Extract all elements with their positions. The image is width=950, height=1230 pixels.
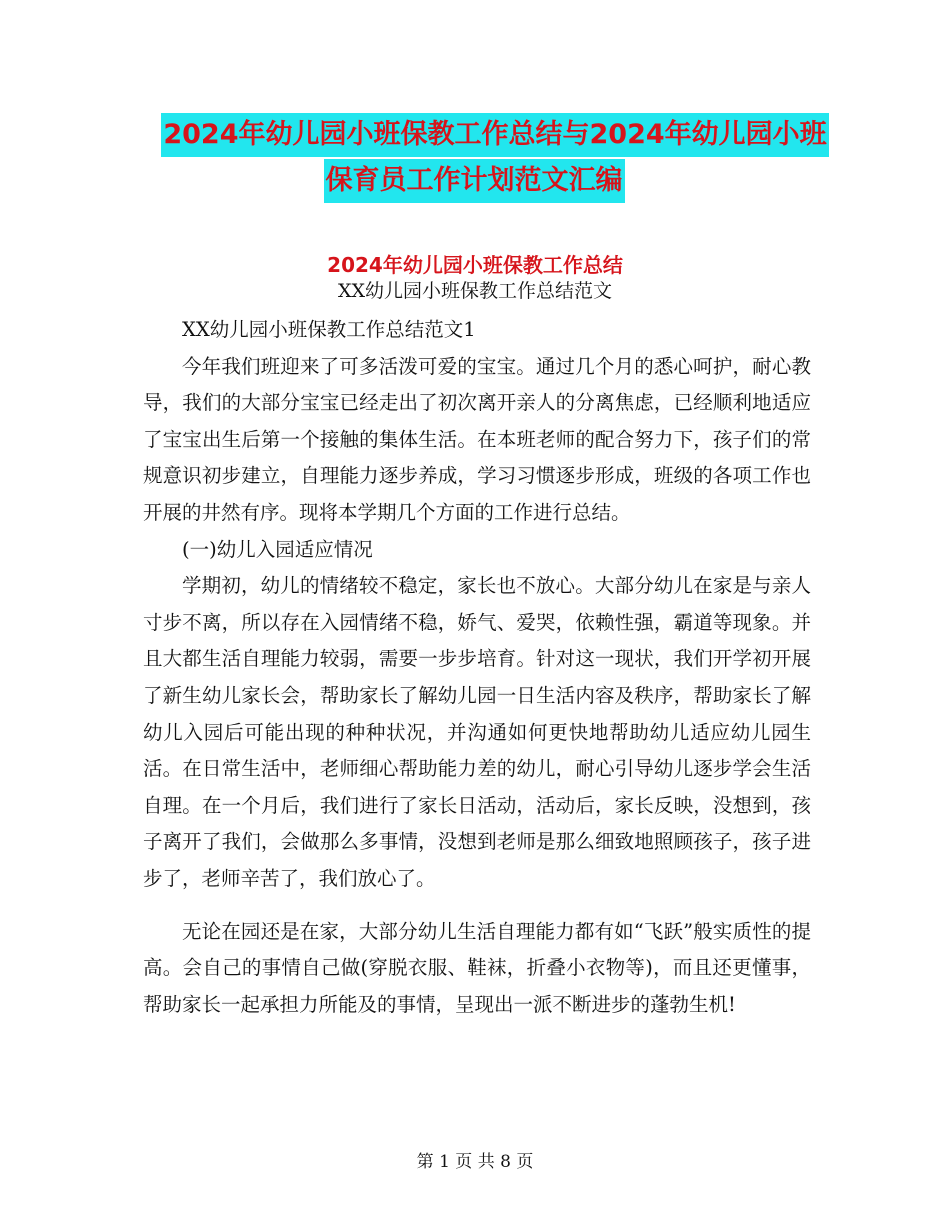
paragraph: 无论在园还是在家，大部分幼儿生活自理能力都有如“飞跃”般实质性的提高。会自己的事情自己做(穿脱衣服、鞋袜，折叠小衣物等)，而且还更懂事，帮助家长一起承担力所能及的事情，呈现出一派不断进步的蓬勃生机! (143, 919, 811, 1016)
document-title-line-1: 2024年幼儿园小班保教工作总结与2024年幼儿园小班 (161, 113, 828, 157)
paragraph: 今年我们班迎来了可多活泼可爱的宝宝。通过几个月的悉心呵护，耐心教导，我们的大部分宝宝已经走出了初次离开亲人的分离焦虑，已经顺利地适应了宝宝出生后第一个接触的集体生活。在本班老师的配合努力下，孩子们的常规意识初步建立，自理能力逐步养成，学习习惯逐步形成，班级的各项工作也开展的井然有序。现将本学期几个方面的工作进行总结。 (143, 354, 811, 524)
section-subtitle: XX幼儿园小班保教工作总结范文 (337, 280, 613, 302)
paragraph-subheading: (一)幼儿入园适应情况 (182, 537, 373, 561)
document-title-line-2: 保育员工作计划范文汇编 (324, 159, 625, 203)
body-text (143, 312, 811, 1023)
paragraph-heading: XX幼儿园小班保教工作总结范文1 (182, 318, 476, 341)
section-title: 2024年幼儿园小班保教工作总结 (327, 253, 623, 277)
page-footer: 第 1 页 共 8 页 (416, 1152, 534, 1172)
paragraph: 学期初，幼儿的情绪较不稳定，家长也不放心。大部分幼儿在家是与亲人寸步不离，所以存在入园情绪不稳，娇气、爱哭，依赖性强，霸道等现象。并且大都生活自理能力较弱，需要一步步培育。针对这一现状，我们开学初开展了新生幼儿家长会，帮助家长了解幼儿园一日生活内容及秩序，帮助家长了解幼儿入园后可能出现的种种状况，并沟通如何更快地帮助幼儿适应幼儿园生活。在日常生活中，老师细心帮助能力差的幼儿，耐心引导幼儿逐步学会生活自理。在一个月后，我们进行了家长日活动，活动后，家长反映，没想到，孩子离开了我们，会做那么多事情，没想到老师是那么细致地照顾孩子，孩子进步了，老师辛苦了，我们放心了。 (143, 574, 811, 890)
document-title (0, 113, 950, 205)
